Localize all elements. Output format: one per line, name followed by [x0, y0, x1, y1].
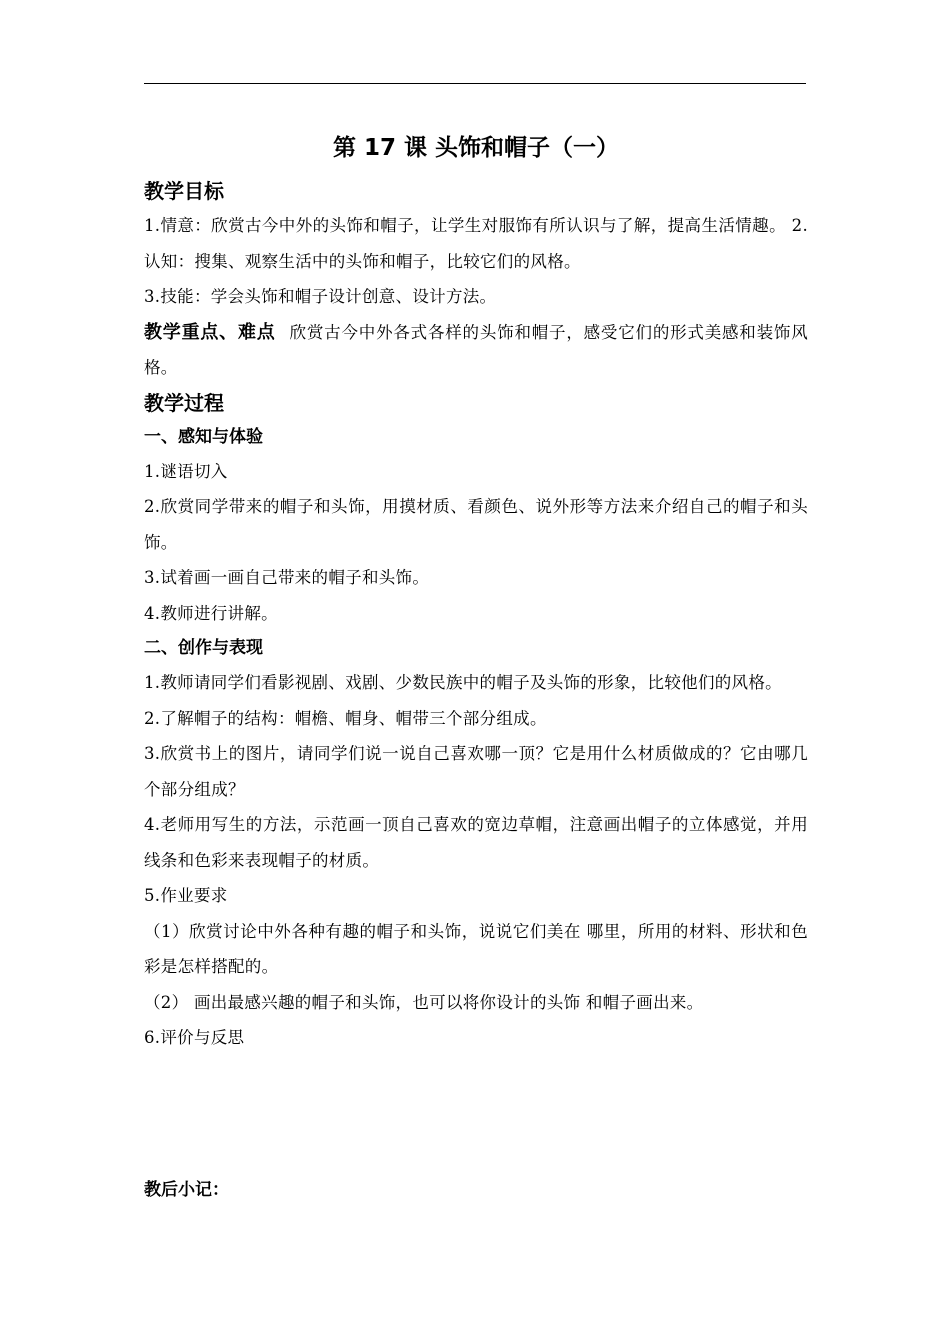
list-item: 5.作业要求	[144, 886, 228, 905]
list-item: （1）欣赏讨论中外各种有趣的帽子和头饰，说说它们美在 哪里，所用的材料、形状和色彩是怎样搭配的。	[144, 921, 808, 976]
list-item: 4.教师进行讲解。	[144, 603, 278, 623]
key-points-paragraph	[144, 315, 808, 386]
key-points-text: 欣赏古今中外各式各样的头饰和帽子，感受它们的形式美感和装饰风格。	[144, 322, 808, 377]
section-heading: 一、感知与体验	[144, 426, 263, 447]
header-rule	[144, 83, 806, 84]
key-points-heading: 教学重点、难点	[144, 321, 276, 343]
document-body	[144, 128, 808, 1056]
list-item: 1.谜语切入	[144, 461, 228, 481]
objective-line: 3.技能：学会头饰和帽子设计创意、设计方法。	[144, 287, 497, 306]
list-item: （2） 画出最感兴趣的帽子和头饰，也可以将你设计的头饰 和帽子画出来。	[144, 992, 704, 1012]
list-item: 3.欣赏书上的图片，请同学们说一说自己喜欢哪一顶？它是用什么材质做成的？它由哪几个部分组成？	[144, 744, 808, 799]
section-heading: 二、创作与表现	[144, 638, 263, 658]
list-item: 1.教师请同学们看影视剧、戏剧、少数民族中的帽子及头饰的形象，比较他们的风格。	[144, 673, 782, 692]
objective-line: 1.情意：欣赏古今中外的头饰和帽子，让学生对服饰有所认识与了解，提高生活情趣。 2.认知：搜集、观察生活中的头饰和帽子，比较它们的风格。	[144, 216, 808, 271]
list-item: 4.老师用写生的方法，示范画一顶自己喜欢的宽边草帽，注意画出帽子的立体感觉，并用线条和色彩来表现帽子的材质。	[144, 815, 808, 870]
list-item: 3.试着画一画自己带来的帽子和头饰。	[144, 568, 430, 587]
objectives-heading: 教学目标	[144, 179, 224, 203]
post-lesson-notes-label: 教后小记：	[144, 1180, 229, 1200]
process-heading: 教学过程	[144, 390, 224, 415]
list-item: 2.欣赏同学带来的帽子和头饰，用摸材质、看颜色、说外形等方法来介绍自己的帽子和头饰。	[144, 497, 808, 552]
list-item: 2.了解帽子的结构：帽檐、帽身、帽带三个部分组成。	[144, 708, 547, 728]
page-title: 第 17 课 头饰和帽子（一）	[332, 135, 620, 161]
list-item: 6.评价与反思	[144, 1028, 245, 1047]
